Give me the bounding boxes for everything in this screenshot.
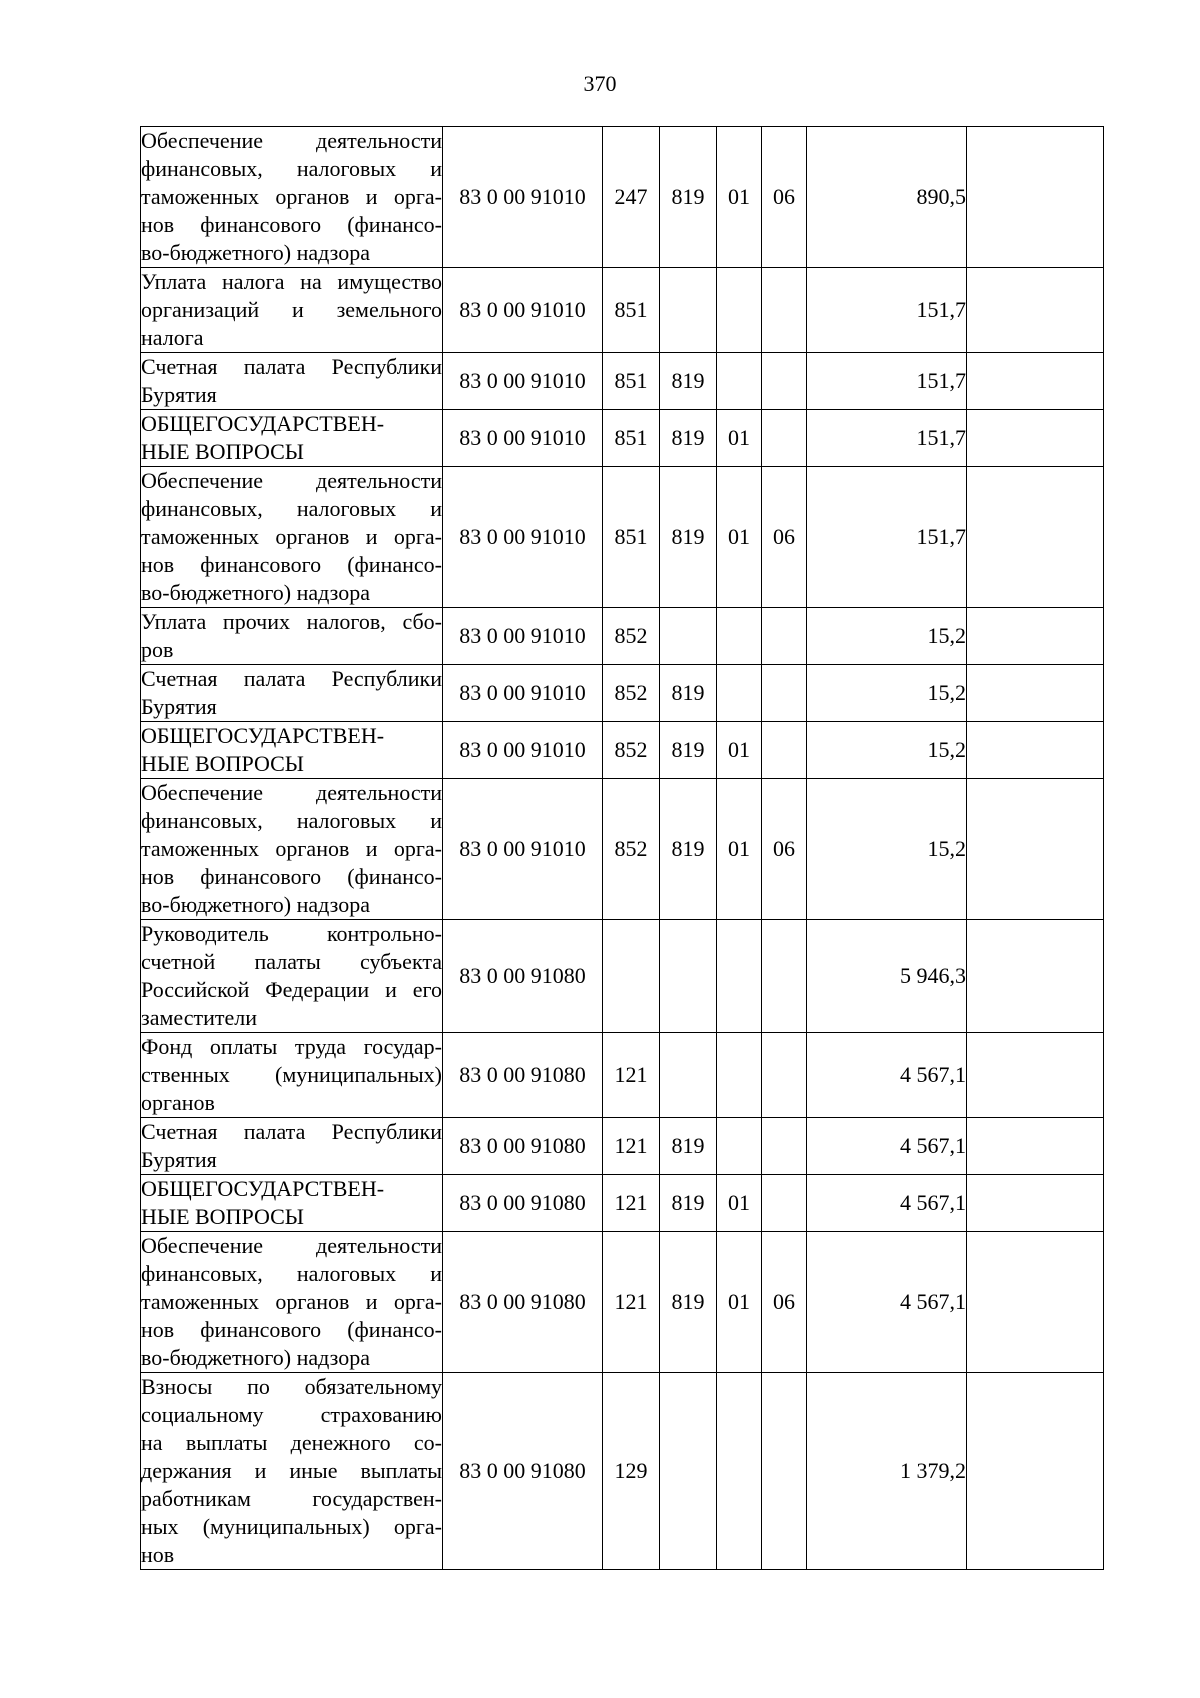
empty-cell [967,920,1104,1033]
section-cell: 01 [717,1175,762,1232]
subsection-cell [762,353,807,410]
expense-type-cell [603,920,660,1033]
expense-type-cell: 121 [603,1033,660,1118]
target-article-cell: 83 0 00 91080 [443,1118,603,1175]
table-row [141,410,1104,467]
department-code-cell: 819 [660,722,717,779]
item-name-line: во-бюджетного) надзора [141,1345,370,1370]
table-row [141,1232,1104,1373]
section-cell [717,353,762,410]
department-code-cell [660,268,717,353]
item-name-line: финансовых, налоговых и [141,496,442,521]
item-name-line: во-бюджетного) надзора [141,892,370,917]
target-article-cell: 83 0 00 91080 [443,1175,603,1232]
subsection-cell [762,722,807,779]
item-name-cell [141,467,443,608]
item-name-line: на выплаты денежного со- [141,1430,442,1455]
item-name-line: таможенных органов и орга- [141,1289,442,1314]
item-name-line: ОБЩЕГОСУДАРСТВЕН- [141,1176,385,1201]
item-name-line: социальному страхованию [141,1402,442,1427]
item-name-cell [141,1232,443,1373]
item-name-line: Счетная палата Республики [141,1119,442,1144]
amount-cell: 15,2 [807,779,967,920]
target-article-cell: 83 0 00 91080 [443,1232,603,1373]
item-name-line: Бурятия [141,1147,217,1172]
item-name-line: нов финансового (финансо- [141,212,442,237]
subsection-cell [762,1373,807,1570]
section-cell [717,268,762,353]
amount-cell: 15,2 [807,722,967,779]
item-name-line: Бурятия [141,694,217,719]
target-article-cell: 83 0 00 91080 [443,1033,603,1118]
target-article-cell: 83 0 00 91010 [443,665,603,722]
expense-type-cell: 852 [603,665,660,722]
item-name-line: НЫЕ ВОПРОСЫ [141,751,304,776]
item-name-line: Счетная палата Республики [141,354,442,379]
item-name-line: нов финансового (финансо- [141,1317,442,1342]
section-cell: 01 [717,127,762,268]
subsection-cell: 06 [762,467,807,608]
item-name-cell [141,1175,443,1232]
amount-cell: 151,7 [807,410,967,467]
empty-cell [967,1232,1104,1373]
table-row [141,779,1104,920]
table-row [141,127,1104,268]
expense-type-cell: 129 [603,1373,660,1570]
item-name-cell [141,920,443,1033]
amount-cell: 151,7 [807,353,967,410]
table-row [141,1373,1104,1570]
subsection-cell: 06 [762,127,807,268]
target-article-cell: 83 0 00 91080 [443,1373,603,1570]
target-article-cell: 83 0 00 91010 [443,779,603,920]
expense-type-cell: 851 [603,467,660,608]
subsection-cell [762,1033,807,1118]
item-name-line: Счетная палата Республики [141,666,442,691]
department-code-cell: 819 [660,1232,717,1373]
amount-cell: 151,7 [807,268,967,353]
empty-cell [967,410,1104,467]
item-name-line: работникам государствен- [141,1486,442,1511]
subsection-cell [762,1118,807,1175]
item-name-cell [141,1373,443,1570]
item-name-line: заместители [141,1005,257,1030]
department-code-cell [660,1033,717,1118]
target-article-cell: 83 0 00 91010 [443,722,603,779]
table-body [141,127,1104,1570]
table-row [141,608,1104,665]
expense-type-cell: 852 [603,608,660,665]
item-name-line: Фонд оплаты труда государ- [141,1034,442,1059]
empty-cell [967,1033,1104,1118]
item-name-line: Уплата налога на имущество [141,269,442,294]
department-code-cell [660,1373,717,1570]
empty-cell [967,665,1104,722]
amount-cell: 15,2 [807,608,967,665]
item-name-line: нов финансового (финансо- [141,552,442,577]
item-name-line: таможенных органов и орга- [141,524,442,549]
table-row [141,920,1104,1033]
section-cell [717,1118,762,1175]
section-cell [717,665,762,722]
empty-cell [967,127,1104,268]
department-code-cell: 819 [660,410,717,467]
item-name-line: ров [141,637,174,662]
amount-cell: 4 567,1 [807,1118,967,1175]
empty-cell [967,779,1104,920]
table-row [141,467,1104,608]
target-article-cell: 83 0 00 91080 [443,920,603,1033]
item-name-line: Руководитель контрольно- [141,921,442,946]
section-cell: 01 [717,410,762,467]
subsection-cell [762,665,807,722]
expense-type-cell: 121 [603,1232,660,1373]
table-row [141,353,1104,410]
amount-cell: 5 946,3 [807,920,967,1033]
section-cell: 01 [717,722,762,779]
expense-type-cell: 121 [603,1175,660,1232]
item-name-line: НЫЕ ВОПРОСЫ [141,439,304,464]
item-name-line: НЫЕ ВОПРОСЫ [141,1204,304,1229]
target-article-cell: 83 0 00 91010 [443,353,603,410]
section-cell [717,1033,762,1118]
section-cell: 01 [717,779,762,920]
expense-type-cell: 247 [603,127,660,268]
item-name-line: финансовых, налоговых и [141,808,442,833]
item-name-line: организаций и земельного [141,297,442,322]
item-name-line: ственных (муниципальных) [141,1062,442,1087]
department-code-cell [660,608,717,665]
expense-type-cell: 851 [603,410,660,467]
empty-cell [967,467,1104,608]
item-name-cell [141,1033,443,1118]
item-name-cell [141,1118,443,1175]
target-article-cell: 83 0 00 91010 [443,410,603,467]
amount-cell: 4 567,1 [807,1033,967,1118]
amount-cell: 151,7 [807,467,967,608]
item-name-line: Российской Федерации и его [141,977,442,1002]
item-name-line: органов [141,1090,215,1115]
table-row [141,1033,1104,1118]
department-code-cell: 819 [660,467,717,608]
item-name-cell [141,268,443,353]
empty-cell [967,608,1104,665]
empty-cell [967,1118,1104,1175]
empty-cell [967,1175,1104,1232]
subsection-cell [762,920,807,1033]
table-row [141,722,1104,779]
item-name-cell [141,665,443,722]
subsection-cell [762,608,807,665]
expense-type-cell: 852 [603,779,660,920]
department-code-cell [660,920,717,1033]
subsection-cell: 06 [762,1232,807,1373]
amount-cell: 4 567,1 [807,1232,967,1373]
item-name-line: финансовых, налоговых и [141,1261,442,1286]
expense-type-cell: 851 [603,353,660,410]
expense-type-cell: 852 [603,722,660,779]
department-code-cell: 819 [660,353,717,410]
section-cell: 01 [717,1232,762,1373]
section-cell [717,1373,762,1570]
department-code-cell: 819 [660,1118,717,1175]
amount-cell: 890,5 [807,127,967,268]
item-name-cell [141,722,443,779]
section-cell: 01 [717,467,762,608]
item-name-line: ОБЩЕГОСУДАРСТВЕН- [141,411,385,436]
item-name-cell [141,353,443,410]
item-name-line: нов финансового (финансо- [141,864,442,889]
item-name-line: таможенных органов и орга- [141,836,442,861]
item-name-line: финансовых, налоговых и [141,156,442,181]
subsection-cell [762,410,807,467]
section-cell [717,608,762,665]
item-name-line: держания и иные выплаты [141,1458,442,1483]
table-row [141,1175,1104,1232]
budget-table [140,126,1104,1570]
target-article-cell: 83 0 00 91010 [443,608,603,665]
page-number: 370 [583,71,617,96]
department-code-cell: 819 [660,127,717,268]
table-row [141,268,1104,353]
item-name-line: ОБЩЕГОСУДАРСТВЕН- [141,723,385,748]
expense-type-cell: 121 [603,1118,660,1175]
empty-cell [967,268,1104,353]
item-name-line: Обеспечение деятельности [141,468,442,493]
item-name-cell [141,127,443,268]
table-row [141,665,1104,722]
item-name-line: Взносы по обязательному [141,1374,442,1399]
subsection-cell: 06 [762,779,807,920]
item-name-line: Бурятия [141,382,217,407]
expense-type-cell: 851 [603,268,660,353]
item-name-line: во-бюджетного) надзора [141,240,370,265]
item-name-line: во-бюджетного) надзора [141,580,370,605]
table-row [141,1118,1104,1175]
target-article-cell: 83 0 00 91010 [443,127,603,268]
amount-cell: 4 567,1 [807,1175,967,1232]
item-name-line: Уплата прочих налогов, сбо- [141,609,442,634]
empty-cell [967,722,1104,779]
department-code-cell: 819 [660,779,717,920]
target-article-cell: 83 0 00 91010 [443,467,603,608]
amount-cell: 15,2 [807,665,967,722]
item-name-cell [141,410,443,467]
item-name-line: ных (муниципальных) орга- [141,1514,442,1539]
item-name-line: Обеспечение деятельности [141,128,442,153]
item-name-cell [141,608,443,665]
amount-cell: 1 379,2 [807,1373,967,1570]
item-name-line: таможенных органов и орга- [141,184,442,209]
item-name-line: нов [141,1542,175,1567]
department-code-cell: 819 [660,665,717,722]
item-name-line: счетной палаты субъекта [141,949,442,974]
empty-cell [967,353,1104,410]
subsection-cell [762,1175,807,1232]
item-name-line: Обеспечение деятельности [141,780,442,805]
item-name-line: Обеспечение деятельности [141,1233,442,1258]
subsection-cell [762,268,807,353]
target-article-cell: 83 0 00 91010 [443,268,603,353]
empty-cell [967,1373,1104,1570]
section-cell [717,920,762,1033]
item-name-cell [141,779,443,920]
item-name-line: налога [141,325,204,350]
department-code-cell: 819 [660,1175,717,1232]
